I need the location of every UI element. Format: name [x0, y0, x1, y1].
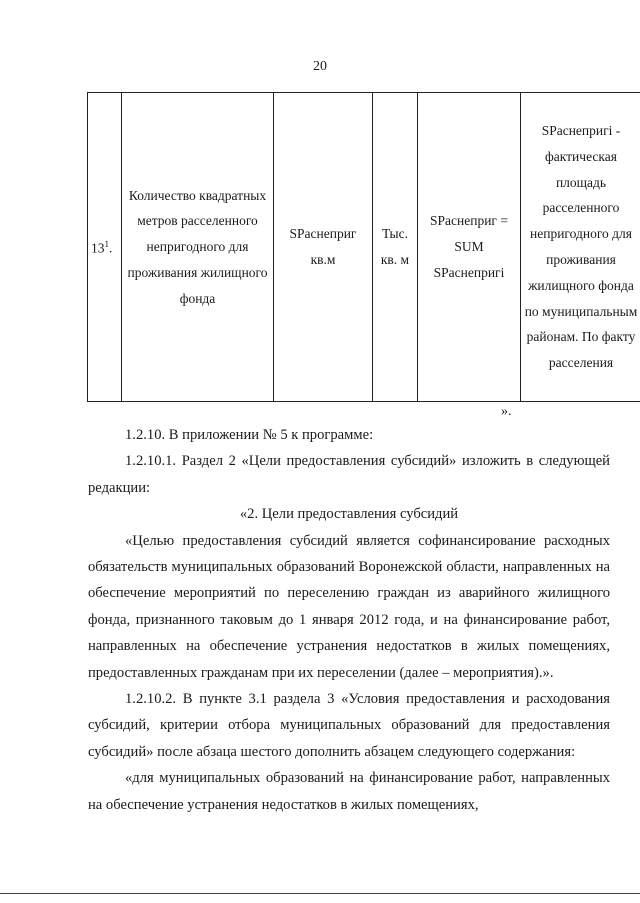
- document-body: [88, 422, 610, 818]
- table-row: [88, 93, 640, 402]
- row-number-suffix: .: [109, 240, 113, 256]
- indicator-symbol: SРаснеприг кв.м: [274, 93, 373, 402]
- paragraph: «для муниципальных образований на финансирование работ, направленных на обеспечение устранения недостатков в жилых помещениях,: [88, 770, 610, 813]
- row-number-cell: [88, 93, 122, 402]
- section-heading: «2. Цели предоставления субсидий: [239, 506, 459, 523]
- indicator-name: Количество квадратных метров расселенного непригодного для проживания жилищного фонда: [122, 93, 274, 402]
- row-number-superscript: 1: [104, 239, 109, 250]
- indicator-unit: Тыс. кв. м: [373, 93, 418, 402]
- indicator-table: [87, 92, 640, 402]
- closing-quote: ».: [501, 404, 512, 419]
- paragraph: 1.2.10. В приложении № 5 к программе:: [125, 427, 374, 443]
- paragraph: 1.2.10.2. В пункте 3.1 раздела 3 «Условия предоставления и расходования субсидий, критерии отбора муниципальных образований для предоставления субсидий» после абзаца шестого дополнить абзацем следующего содержания:: [88, 691, 610, 760]
- page-bottom-divider: [0, 893, 640, 894]
- row-number: 13: [91, 240, 105, 256]
- page-number: 20: [313, 59, 327, 74]
- paragraph: 1.2.10.1. Раздел 2 «Цели предоставления субсидий» изложить в следующей редакции:: [88, 453, 610, 496]
- indicator-formula: SРаснеприг = SUM SРаснепригi: [418, 93, 521, 402]
- paragraph: «Целью предоставления субсидий является софинансирование расходных обязательств муниципальных образований Воронежской области, направленных на обеспечение мероприятий по переселению граждан из аварийного жилищного фонда, признанного таковым до 1 января 2012 года, и на финансирование работ, направленных на обеспечение устранения недостатков в жилых помещениях, предоставленных гражданам при их переселении (далее – мероприятия).».: [88, 532, 610, 681]
- indicator-description: SРаснепригi - фактическая площадь расселенного непригодного для проживания жилищного фонда по муниципальным районам. По факту расселения: [521, 93, 640, 402]
